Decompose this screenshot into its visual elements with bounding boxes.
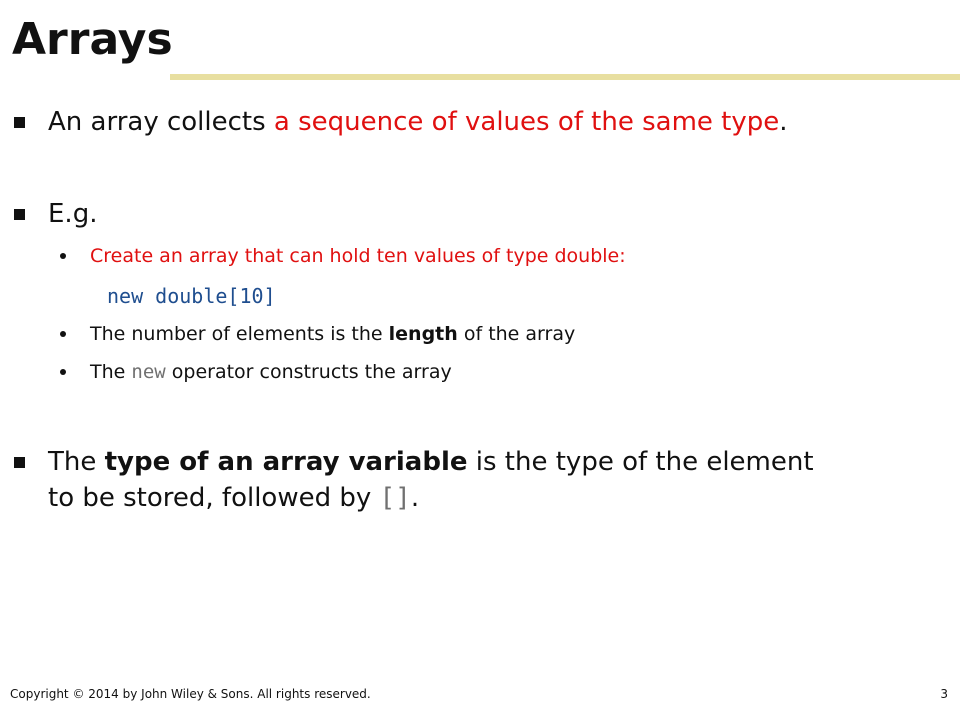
bullet-line2: to be stored, followed by — [48, 483, 380, 513]
sub-bullet-suffix: operator constructs the array — [165, 361, 452, 383]
bullet-end: . — [410, 483, 420, 513]
page-number: 3 — [940, 687, 948, 701]
title-underline — [170, 74, 960, 80]
square-bullet-icon — [14, 117, 25, 128]
bullet-text-line1 — [14, 444, 814, 480]
bullet-text-line2 — [14, 480, 419, 516]
highlight-text: a sequence of values of the same type — [273, 107, 780, 137]
sub-bullet-text — [60, 320, 575, 348]
sub-bullet-length — [60, 320, 575, 348]
sub-bullet-suffix: of the array — [457, 323, 576, 345]
dot-bullet-icon — [60, 331, 66, 337]
code-example: new double[10] — [107, 284, 276, 308]
bullet-prefix: An array collects — [48, 107, 274, 137]
sub-bullet-text — [60, 358, 452, 386]
bullet-middle: is the type of the element — [467, 447, 814, 477]
sub-bullet-prefix: The number of elements is the — [90, 323, 389, 345]
new-keyword: new — [131, 361, 166, 383]
bullet-suffix: . — [779, 107, 788, 137]
bullet-prefix: The — [48, 447, 105, 477]
square-bullet-icon — [14, 209, 25, 220]
bullet-array-definition — [14, 104, 788, 140]
square-bullet-icon — [14, 457, 25, 468]
bullet-text — [14, 104, 788, 140]
dot-bullet-icon — [60, 253, 66, 259]
slide-title: Arrays — [12, 14, 173, 65]
bullet-label: E.g. — [48, 199, 98, 229]
sub-bullet-create-array — [60, 242, 626, 270]
dot-bullet-icon — [60, 369, 66, 375]
bullet-array-variable-type — [14, 444, 814, 480]
sub-bullet-text: Create an array that can hold ten values of type double: — [90, 245, 626, 267]
sub-bullet-new-operator — [60, 358, 452, 386]
bullet-array-variable-type-line2 — [14, 480, 419, 516]
brackets-code: [] — [379, 483, 411, 513]
bullet-example — [14, 196, 97, 232]
sub-bullet-prefix: The — [90, 361, 132, 383]
footer-copyright: Copyright © 2014 by John Wiley & Sons. All rights reserved. — [10, 687, 371, 701]
bold-term: type of an array variable — [104, 447, 468, 477]
length-term: length — [388, 323, 458, 345]
